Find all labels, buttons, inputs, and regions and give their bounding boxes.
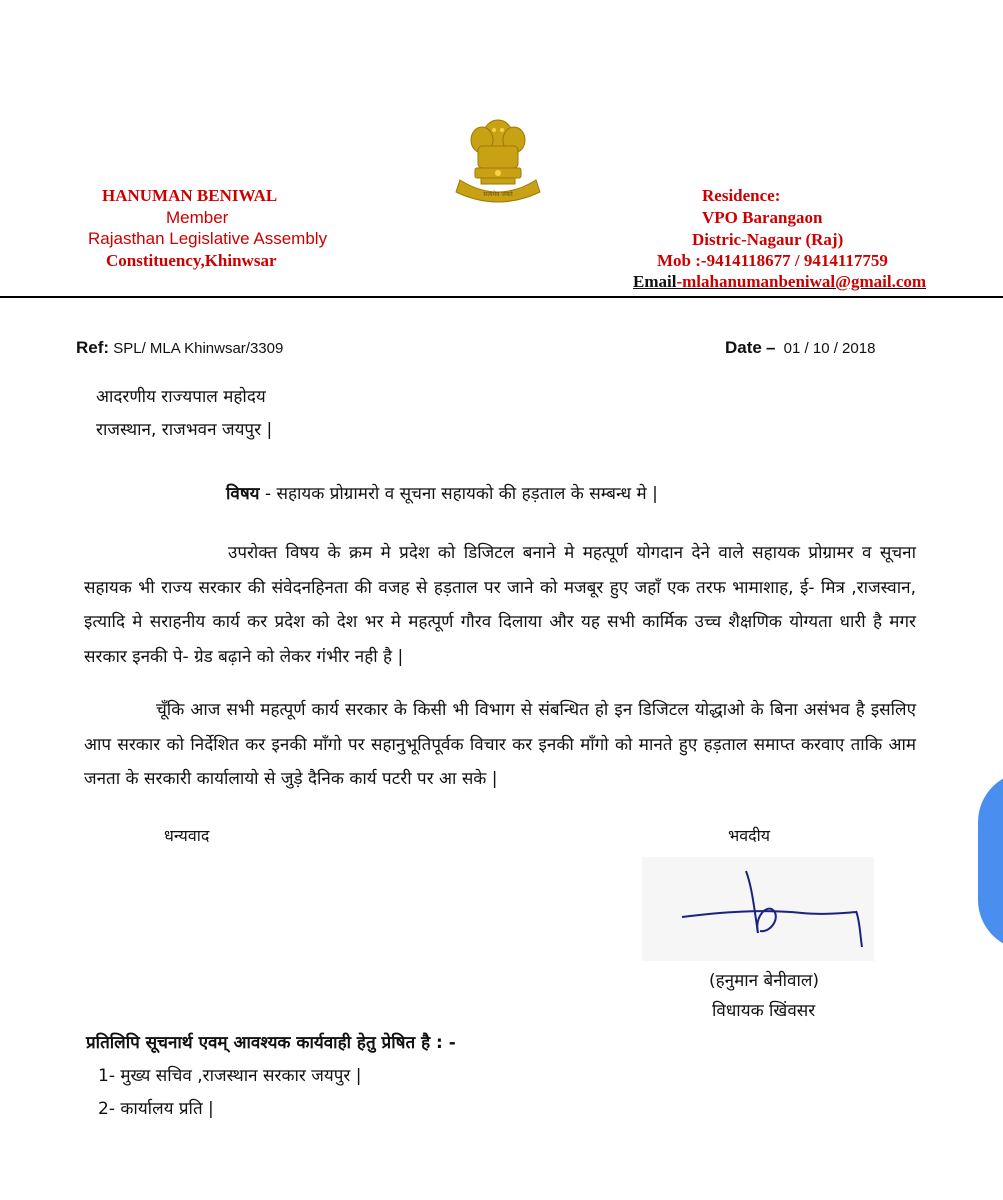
thanks-text: धन्यवाद <box>164 826 210 845</box>
mobile-numbers: Mob :-9414118677 / 9414117759 <box>657 251 888 270</box>
national-emblem <box>448 108 548 208</box>
mla-constituency: Constituency,Khinwsar <box>106 251 277 270</box>
residence-district: Distric-Nagaur (Raj) <box>692 230 844 249</box>
signer-name: (हनुमान बेनीवाल) <box>709 971 820 991</box>
date-line <box>725 338 875 358</box>
email-line <box>633 272 926 292</box>
letterhead-divider <box>0 296 1003 298</box>
mla-role: Member <box>166 208 229 227</box>
signature <box>642 857 874 961</box>
addressee-line-2: राजस्थान, राजभवन जयपुर | <box>96 420 273 440</box>
side-edge-tab[interactable] <box>978 772 1003 950</box>
date-label: Date <box>725 338 762 357</box>
residence-vpo: VPO Barangaon <box>702 208 823 227</box>
subject-text: - सहायक प्रोग्रामरो व सूचना सहायको की हड़ताल के सम्बन्ध मे | <box>259 484 658 504</box>
date-value: 01 / 10 / 2018 <box>783 340 876 357</box>
signer-title: विधायक खिंवसर <box>712 1001 816 1021</box>
ref-label: Ref: <box>76 338 110 357</box>
copy-item-1: 1- मुख्य सचिव ,राजस्थान सरकार जयपुर | <box>98 1066 362 1086</box>
body-paragraph-2: चूँकि आज सभी महत्पूर्ण कार्य सरकार के किसी भी विभाग से संबन्धित हो इन डिजिटल योद्धाओ के बिना असंभव है इसलिए आप सरकार को निर्देशित कर इनकी माँगो पर सहानुभूतिपूर्वक विचार कर इनकी माँगो को मानते हुए हड़ताल समाप्त करवाए ताकि आम जनता के सरकारी कार्यालायो से जुड़े दैनिक कार्य पटरी पर आ सके | <box>84 700 916 789</box>
email-label: Email <box>633 272 677 291</box>
copy-heading: प्रतिलिपि सूचनार्थ एवम् आवश्यक कार्यवाही हेतु प्रेषित है : - <box>86 1033 456 1053</box>
ref-value: SPL/ MLA Khinwsar/3309 <box>113 340 284 357</box>
email-address[interactable]: -mlahanumanbeniwal@gmail.com <box>676 272 927 291</box>
yours-text: भवदीय <box>728 826 771 845</box>
body-paragraph-1: उपरोक्त विषय के क्रम मे प्रदेश को डिजिटल बनाने मे महत्पूर्ण योगदान देने वाले सहायक प्रोग्रामर व सूचना सहायक भी राज्य सरकार की संवेदनहिनता की वजह से हड़ताल पर जाने को मजबूर हुए जहाँ एक तरफ भामाशाह, ई- मित्र ,राजस्वान, इत्यादि मे सराहनीय कार्य कर प्रदेश को देश भर मे महत्पूर्ण गौरव दिलाया और यह सभी कार्मिक उच्च शैक्षणिक योग्यता धारी है मगर सरकार इनकी पे- ग्रेड बढ़ाने को लेकर गंभीर नही है | <box>84 543 916 667</box>
reference-line <box>76 338 283 358</box>
date-dash: – <box>766 338 776 357</box>
mla-assembly: Rajasthan Legislative Assembly <box>88 229 328 248</box>
residence-label: Residence: <box>702 186 781 205</box>
subject-label: विषय <box>226 484 260 504</box>
emblem-motto: सत्यमेव जयते <box>483 191 513 198</box>
copy-item-2: 2- कार्यालय प्रति | <box>98 1099 214 1119</box>
subject-line <box>226 481 658 504</box>
addressee-line-1: आदरणीय राज्यपाल महोदय <box>96 387 266 407</box>
mla-name: HANUMAN BENIWAL <box>102 186 278 205</box>
